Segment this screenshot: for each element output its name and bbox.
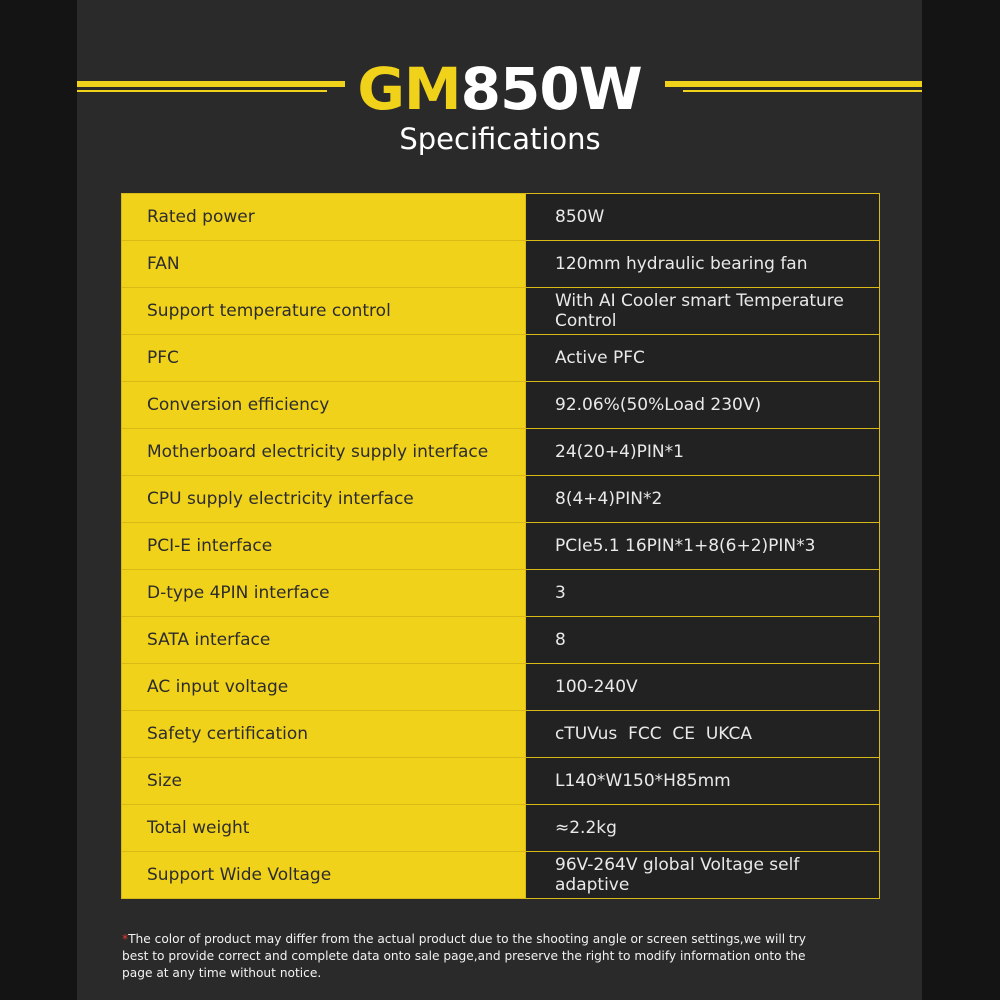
table-row bbox=[122, 523, 880, 570]
spec-label: Support Wide Voltage bbox=[122, 852, 526, 899]
spec-value: PCIe5.1 16PIN*1+8(6+2)PIN*3 bbox=[526, 523, 880, 570]
spec-value: L140*W150*H85mm bbox=[526, 758, 880, 805]
spec-value: 3 bbox=[526, 570, 880, 617]
spec-value: 100-240V bbox=[526, 664, 880, 711]
table-row bbox=[122, 194, 880, 241]
spec-value: 850W bbox=[526, 194, 880, 241]
spec-label: AC input voltage bbox=[122, 664, 526, 711]
footnote-marker: * bbox=[122, 932, 129, 946]
table-row bbox=[122, 805, 880, 852]
footnote-text: The color of product may differ from the actual product due to the shooting angle or screen settings,we will try best to provide correct and complete data onto sale page,and preserve the right to modify information onto the page at any time without notice. bbox=[122, 932, 807, 980]
spec-label: Size bbox=[122, 758, 526, 805]
spec-label: PFC bbox=[122, 335, 526, 382]
page-subtitle: Specifications bbox=[399, 122, 601, 156]
table-row bbox=[122, 617, 880, 664]
spec-label: Support temperature control bbox=[122, 288, 526, 335]
table-row bbox=[122, 288, 880, 335]
table-row bbox=[122, 570, 880, 617]
spec-label: FAN bbox=[122, 241, 526, 288]
spec-value: ≈2.2kg bbox=[526, 805, 880, 852]
spec-table bbox=[121, 193, 880, 899]
table-row bbox=[122, 335, 880, 382]
table-row bbox=[122, 429, 880, 476]
spec-label: PCI-E interface bbox=[122, 523, 526, 570]
spec-label: D-type 4PIN interface bbox=[122, 570, 526, 617]
table-row bbox=[122, 382, 880, 429]
spec-label: Total weight bbox=[122, 805, 526, 852]
table-row bbox=[122, 241, 880, 288]
spec-value: 24(20+4)PIN*1 bbox=[526, 429, 880, 476]
spec-label: CPU supply electricity interface bbox=[122, 476, 526, 523]
title-brand: GM bbox=[357, 55, 461, 123]
spec-value: 8(4+4)PIN*2 bbox=[526, 476, 880, 523]
spec-value: 8 bbox=[526, 617, 880, 664]
spec-label: Conversion efficiency bbox=[122, 382, 526, 429]
title-row bbox=[77, 56, 922, 126]
product-title bbox=[77, 56, 922, 122]
table-row bbox=[122, 711, 880, 758]
disclaimer-note bbox=[122, 931, 812, 982]
spec-value: cTUVus FCC CE UKCA bbox=[526, 711, 880, 758]
table-row bbox=[122, 852, 880, 899]
spec-label: SATA interface bbox=[122, 617, 526, 664]
spec-value: With AI Cooler smart Temperature Control bbox=[526, 288, 880, 335]
spec-value: 92.06%(50%Load 230V) bbox=[526, 382, 880, 429]
spec-label: Safety certification bbox=[122, 711, 526, 758]
table-row bbox=[122, 664, 880, 711]
spec-value: Active PFC bbox=[526, 335, 880, 382]
spec-label: Motherboard electricity supply interface bbox=[122, 429, 526, 476]
table-row bbox=[122, 476, 880, 523]
title-model: 850W bbox=[460, 55, 642, 123]
spec-value: 120mm hydraulic bearing fan bbox=[526, 241, 880, 288]
spec-value: 96V-264V global Voltage self adaptive bbox=[526, 852, 880, 899]
spec-label: Rated power bbox=[122, 194, 526, 241]
table-row bbox=[122, 758, 880, 805]
